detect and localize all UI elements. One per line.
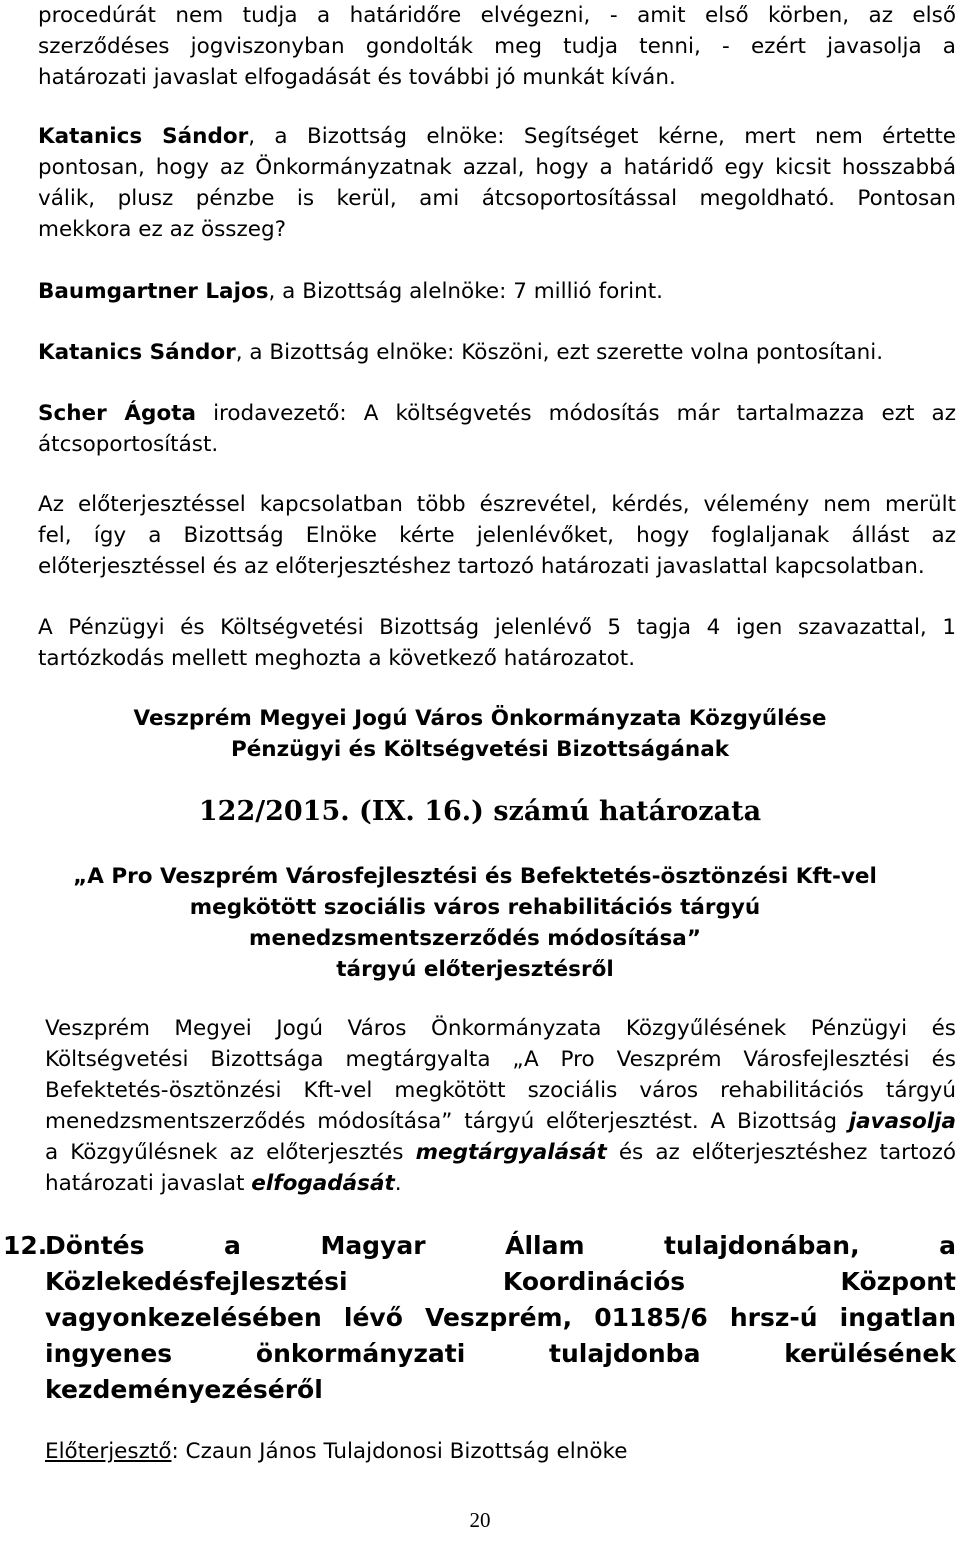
- resolution-title-line: menedzsmentszerződés módosítása”: [249, 926, 701, 951]
- text-line: procedúrát nem tudja a határidőre elvégezni, - amit első körben, az első: [38, 3, 956, 28]
- agenda-title-line: Közlekedésfejlesztési Koordinációs Központ: [45, 1267, 956, 1296]
- agenda-title-line: Döntés a Magyar Állam tulajdonában, a: [45, 1231, 956, 1260]
- paragraph-intro: [38, 0, 956, 93]
- text-line: Katanics Sándor, a Bizottság elnöke: Segítséget kérne, mert nem értette: [38, 124, 956, 149]
- resolution-header-line: Veszprém Megyei Jogú Város Önkormányzata Közgyűlése: [133, 706, 827, 731]
- resolution-title: [40, 861, 910, 985]
- text-line: Veszprém Megyei Jogú Város Önkormányzata Közgyűlésének Pénzügyi és: [45, 1016, 956, 1041]
- text-line: előterjesztéssel és az előterjesztéshez tartozó határozati javaslattal kapcsolatban.: [38, 554, 925, 579]
- paragraph-baumgartner-answer: Baumgartner Lajos, a Bizottság alelnöke: 7 millió forint.: [38, 279, 663, 304]
- agenda-title-line: vagyonkezelésében lévő Veszprém, 01185/6 hrsz-ú ingatlan: [45, 1303, 956, 1332]
- text-line: Befektetés-ösztönzési Kft-vel megkötött szociális város rehabilitációs tárgyú: [45, 1078, 956, 1103]
- resolution-body: [45, 1013, 956, 1199]
- speaker-name: Scher Ágota: [38, 401, 197, 426]
- agenda-title-line: kezdeményezéséről: [45, 1375, 323, 1404]
- text-line: szerződéses jogviszonyban gondolták meg tudja tenni, - ezért javasolja a: [38, 34, 956, 59]
- text-line: határozati javaslat elfogadását és további jó munkát kíván.: [38, 65, 676, 90]
- resolution-number: 122/2015. (IX. 16.) számú határozata: [198, 796, 762, 827]
- paragraph-katanics-thanks: Katanics Sándor, a Bizottság elnöke: Köszöni, ezt szerette volna pontosítani.: [38, 340, 884, 365]
- paragraph-katanics-question: [38, 121, 956, 245]
- agenda-title-line: ingyenes önkormányzati tulajdonba kerülésének: [45, 1339, 956, 1368]
- paragraph-vote: [38, 612, 956, 674]
- presenter-text: : Czaun János Tulajdonosi Bizottság elnöke: [171, 1439, 628, 1464]
- speaker-name: Katanics Sándor: [38, 124, 249, 149]
- presenter-label: Előterjesztő: [45, 1439, 172, 1464]
- text-line: határozati javaslat elfogadását.: [45, 1171, 402, 1196]
- text-line: Költségvetési Bizottsága megtárgyalta „A Pro Veszprém Városfejlesztési és: [45, 1047, 956, 1072]
- emphasis-text: megtárgyalását: [415, 1140, 607, 1165]
- resolution-title-line: tárgyú előterjesztésről: [336, 957, 614, 982]
- text-line: A Pénzügyi és Költségvetési Bizottság jelenlévő 5 tagja 4 igen szavazattal, 1: [38, 615, 956, 640]
- emphasis-text: javasolja: [848, 1109, 956, 1134]
- agenda-item-title: [45, 1228, 956, 1408]
- presenter-line: [45, 1436, 956, 1467]
- text-line: pontosan, hogy az Önkormányzatnak azzal, hogy a határidő egy kicsit hosszabbá: [38, 155, 956, 180]
- text-line: Scher Ágota irodavezető: A költségvetés módosítás már tartalmazza ezt az: [38, 401, 956, 426]
- speaker-name: Baumgartner Lajos: [38, 279, 269, 304]
- agenda-item-number: 12.: [3, 1231, 48, 1260]
- emphasis-text: elfogadását: [251, 1171, 395, 1196]
- text-line: tartózkodás mellett meghozta a következő határozatot.: [38, 646, 636, 671]
- page-number: 20: [469, 1508, 491, 1532]
- paragraph-eloterjesztes: [38, 489, 956, 582]
- text-line: válik, plusz pénzbe is kerül, ami átcsoportosítással megoldható. Pontosan: [38, 186, 956, 211]
- text-line: menedzsmentszerződés módosítása” tárgyú előterjesztést. A Bizottság javasolja: [45, 1109, 956, 1134]
- resolution-header: [0, 703, 960, 765]
- text-line: átcsoportosítást.: [38, 432, 219, 457]
- paragraph-scher: [38, 398, 956, 460]
- text-line: Az előterjesztéssel kapcsolatban több észrevétel, kérdés, vélemény nem merült: [38, 492, 956, 517]
- text-line: mekkora ez az összeg?: [38, 217, 287, 242]
- text-line: a Közgyűlésnek az előterjesztés megtárgyalását és az előterjesztéshez tartozó: [45, 1140, 957, 1165]
- resolution-title-line: „A Pro Veszprém Városfejlesztési és Befektetés-ösztönzési Kft-vel: [73, 864, 877, 889]
- text-line: fel, így a Bizottság Elnöke kérte jelenlévőket, hogy foglaljanak állást az: [38, 523, 956, 548]
- speaker-name: Katanics Sándor: [38, 340, 236, 365]
- resolution-header-line: Pénzügyi és Költségvetési Bizottságának: [230, 737, 730, 762]
- resolution-title-line: megkötött szociális város rehabilitációs tárgyú: [189, 895, 761, 920]
